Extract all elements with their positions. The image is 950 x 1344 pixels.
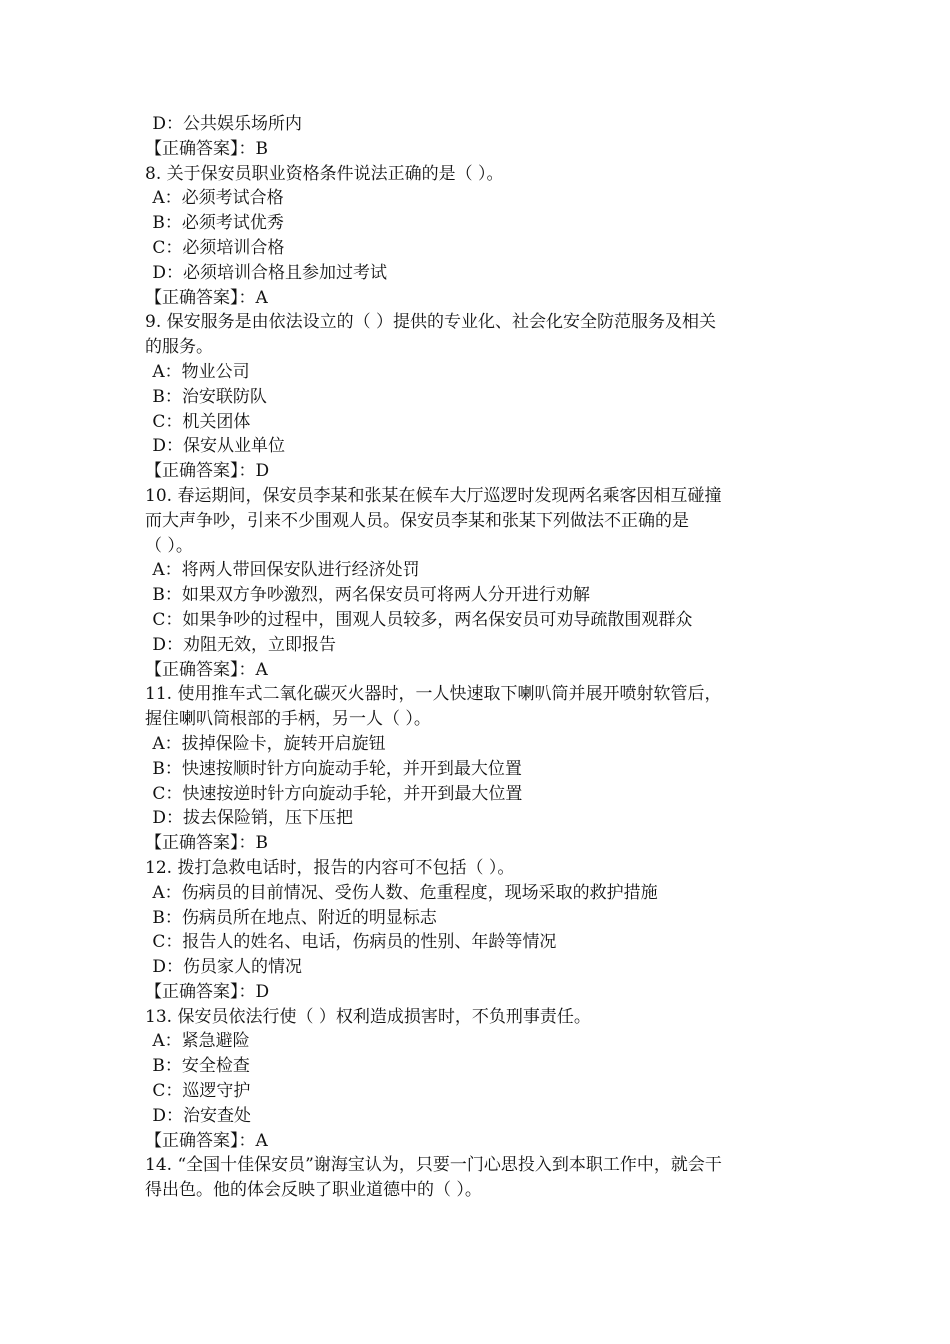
- correct-answer: 【正确答案】：A: [145, 287, 268, 308]
- correct-answer: 【正确答案】：B: [145, 138, 268, 159]
- answer-option: B：如果双方争吵激烈，两名保安员可将两人分开进行劝解: [147, 585, 590, 606]
- question-text: （ ）。: [145, 535, 193, 556]
- answer-option: D：治安查处: [147, 1105, 252, 1126]
- answer-option: A：物业公司: [147, 361, 250, 382]
- correct-answer: 【正确答案】：D: [145, 981, 270, 1002]
- question-text: 的服务。: [145, 337, 213, 358]
- answer-option: D：拔去保险销，压下压把: [147, 808, 354, 829]
- answer-option: C：巡逻守护: [147, 1081, 251, 1102]
- answer-option: B：快速按顺时针方向旋动手轮，并开到最大位置: [147, 758, 522, 779]
- question-text: 13. 保安员依法行使（ ）权利造成损害时，不负刑事责任。: [145, 1006, 591, 1027]
- correct-answer: 【正确答案】：D: [145, 461, 270, 482]
- correct-answer: 【正确答案】：A: [145, 659, 268, 680]
- answer-option: D：保安从业单位: [147, 436, 286, 457]
- answer-option: C：快速按逆时针方向旋动手轮，并开到最大位置: [147, 783, 523, 804]
- question-text: 握住喇叭筒根部的手柄，另一人（ ）。: [145, 709, 431, 730]
- question-text: 得出色。他的体会反映了职业道德中的（ ）。: [145, 1180, 482, 1201]
- answer-option: D：劝阻无效，立即报告: [147, 634, 337, 655]
- answer-option: C：机关团体: [147, 411, 251, 432]
- answer-option: C：必须培训合格: [147, 237, 285, 258]
- answer-option: B：必须考试优秀: [147, 213, 284, 234]
- question-text: 9. 保安服务是由依法设立的（ ）提供的专业化、社会化安全防范服务及相关: [145, 312, 717, 333]
- answer-option: A：拔掉保险卡，旋转开启旋钮: [147, 733, 386, 754]
- question-text: 而大声争吵，引来不少围观人员。保安员李某和张某下列做法不正确的是: [145, 510, 689, 531]
- question-text: 11. 使用推车式二氧化碳灭火器时，一人快速取下喇叭筒并展开喷射软管后，: [145, 684, 722, 705]
- answer-option: D：必须培训合格且参加过考试: [147, 262, 388, 283]
- answer-option: D：伤员家人的情况: [147, 957, 303, 978]
- correct-answer: 【正确答案】：B: [145, 833, 268, 854]
- answer-option: C：报告人的姓名、电话，伤病员的性别、年龄等情况: [147, 932, 557, 953]
- question-text: 10. 春运期间，保安员李某和张某在候车大厅巡逻时发现两名乘客因相互碰撞: [145, 485, 722, 506]
- question-text: 8. 关于保安员职业资格条件说法正确的是（ ）。: [145, 163, 504, 184]
- answer-option: B：治安联防队: [147, 386, 267, 407]
- correct-answer: 【正确答案】：A: [145, 1130, 268, 1151]
- answer-option: B：安全检查: [147, 1056, 250, 1077]
- answer-option: A：伤病员的目前情况、受伤人数、危重程度，现场采取的救护措施: [147, 882, 658, 903]
- answer-option: C：如果争吵的过程中，围观人员较多，两名保安员可劝导疏散围观群众: [147, 609, 693, 630]
- document-page: [145, 112, 805, 1203]
- answer-option: A：紧急避险: [147, 1031, 250, 1052]
- answer-option: D：公共娱乐场所内: [147, 114, 303, 134]
- question-text: 14. “全国十佳保安员”谢海宝认为，只要一门心思投入到本职工作中，就会干: [145, 1155, 722, 1176]
- answer-option: B：伤病员所在地点、附近的明显标志: [147, 907, 437, 928]
- answer-option: A：将两人带回保安队进行经济处罚: [147, 560, 420, 581]
- answer-option: A：必须考试合格: [147, 188, 284, 209]
- question-text: 12. 拨打急救电话时，报告的内容可不包括（ ）。: [145, 857, 515, 878]
